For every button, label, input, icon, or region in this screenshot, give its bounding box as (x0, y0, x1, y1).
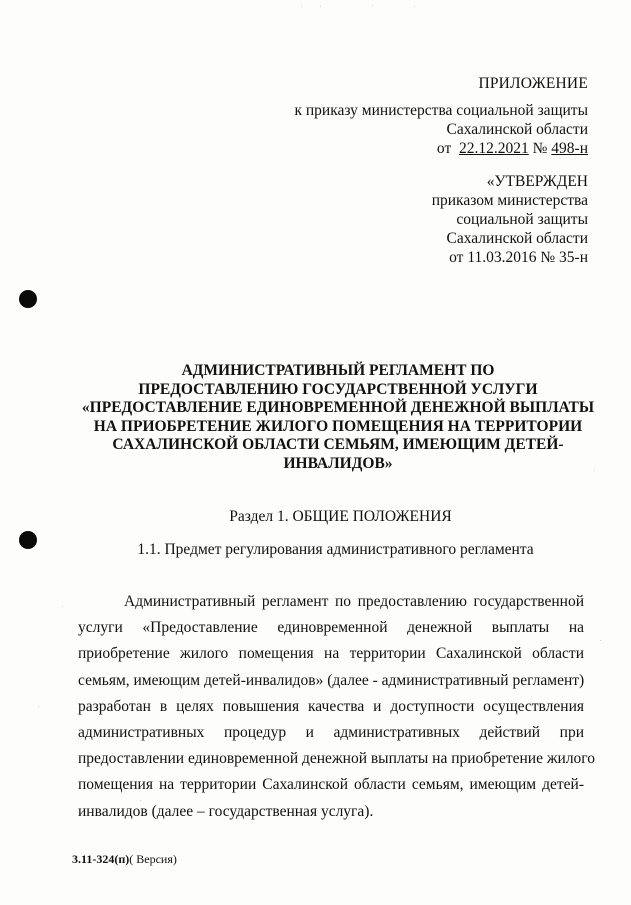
scan-speck (62, 606, 63, 607)
subsection-heading: 1.1. Предмет регулирования административного регламента (137, 541, 534, 558)
appendix-title: ПРИЛОЖЕНИЕ (478, 75, 588, 92)
paragraph-line: помещения на территории Сахалинской области семьям, имеющим детей- (78, 776, 584, 794)
title-line: ПРЕДОСТАВЛЕНИЮ ГОСУДАРСТВЕННОЙ УСЛУГИ (138, 380, 538, 398)
order-date: 22.12.2021 (458, 140, 529, 157)
document-code: 3.11-324(п) (72, 852, 130, 866)
appendix-date-line (294, 139, 588, 158)
title-line: АДМИНИСТРАТИВНЫЙ РЕГЛАМЕНТ ПО (181, 362, 495, 379)
scan-speck (301, 6, 302, 7)
approved-line: Сахалинской области (446, 230, 588, 247)
number-prefix: № (532, 140, 548, 157)
scan-speck (414, 6, 415, 7)
paragraph-line: Административный регламент по предоставлению государственной (124, 593, 584, 610)
approved-block (432, 172, 588, 267)
paragraph-line: приобретение жилого помещения на территории Сахалинской области (78, 645, 584, 663)
scan-speck (600, 640, 601, 641)
hole-punch-top (19, 290, 37, 308)
appendix-reference (294, 101, 588, 158)
title-line: САХАЛИНСКОЙ ОБЛАСТИ СЕМЬЯМ, ИМЕЮЩИМ ДЕТЕЙ- (112, 436, 564, 453)
document-footer (72, 852, 177, 867)
scan-speck (320, 6, 321, 7)
title-line: НА ПРИОБРЕТЕНИЕ ЖИЛОГО ПОМЕЩЕНИЯ НА ТЕРРИТОРИИ (93, 417, 583, 435)
approved-line: социальной защиты (456, 211, 588, 228)
paragraph-line: административных процедур и административных действий при (78, 724, 584, 742)
order-number: 498-н (551, 140, 588, 157)
scan-speck (372, 5, 373, 6)
approved-line: приказом министерства (431, 192, 588, 209)
body-paragraph (78, 589, 596, 825)
approved-line: «УТВЕРЖДЕН (486, 173, 588, 190)
paragraph-line: услуги «Предоставление единовременной денежной выплаты на (78, 619, 584, 637)
paragraph-line: семьям, имеющим детей-инвалидов» (далее - административный регламент) (78, 671, 585, 689)
document-title (78, 362, 598, 473)
title-line: ИНВАЛИДОВ» (283, 454, 393, 472)
section-heading: Раздел 1. ОБЩИЕ ПОЛОЖЕНИЯ (229, 508, 452, 525)
scan-speck (38, 706, 39, 707)
paragraph-line: разработан в целях повышения качества и доступности осуществления (78, 697, 584, 715)
document-version: ( Версия) (129, 852, 177, 866)
appendix-line: Сахалинской области (446, 121, 588, 138)
approved-line: от 11.03.2016 № 35-н (449, 249, 588, 266)
title-line: «ПРЕДОСТАВЛЕНИЕ ЕДИНОВРЕМЕННОЙ ДЕНЕЖНОЙ ВЫПЛАТЫ (81, 399, 595, 416)
appendix-line: к приказу министерства социальной защиты (294, 102, 588, 119)
paragraph-line: инвалидов (далее – государственная услуга). (78, 802, 374, 820)
paragraph-line: предоставлении единовременной денежной выплаты на приобретение жилого (78, 750, 596, 768)
date-prefix: от (436, 140, 452, 157)
